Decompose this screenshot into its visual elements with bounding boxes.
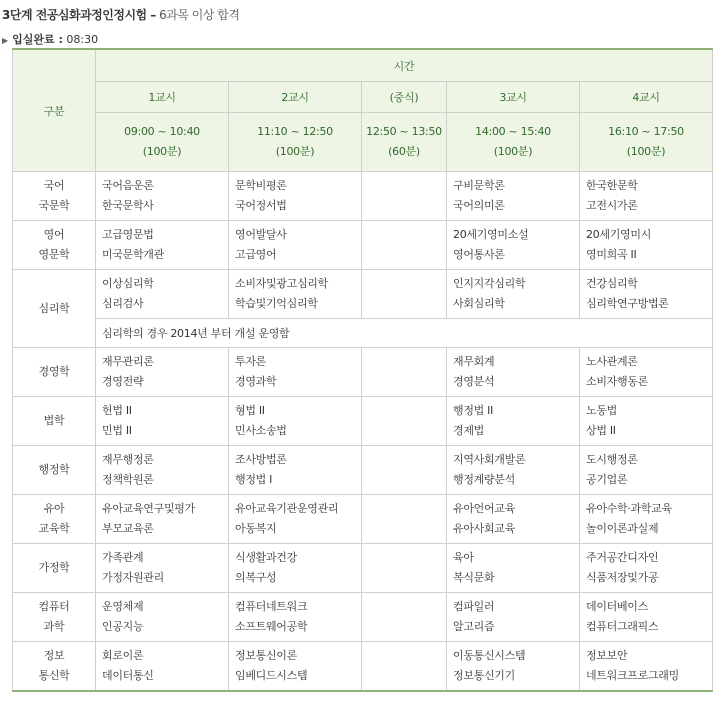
course-name: 건강심리학 [586, 277, 638, 290]
period-time: 14:00 ~ 15:40 [475, 125, 551, 138]
course-name: 민사소송법 [235, 424, 287, 437]
lunch-cell [362, 397, 447, 446]
course-name: 유아수학·과학교육 [586, 502, 672, 515]
subject-category [13, 495, 96, 544]
category-line: 유아 [43, 502, 65, 515]
course-name: 행정법 II [453, 404, 494, 417]
period-1-subjects [96, 593, 229, 642]
course-name: 투자론 [235, 355, 266, 368]
subject-category [13, 270, 96, 348]
course-name: 정보통신이론 [235, 648, 297, 662]
period-3-subjects [447, 348, 580, 397]
subject-category [13, 397, 96, 446]
page-title-bold: 3단계 전공심화과정인정시험 – [2, 8, 156, 22]
course-name: 영어통사론 [453, 248, 505, 261]
course-name: 이상심리학 [102, 277, 154, 290]
category-line: 영문학 [38, 248, 70, 261]
course-name: 인지지각심리학 [453, 277, 526, 290]
period-3-subjects [447, 270, 580, 319]
course-name: 식품저장및가공 [586, 571, 659, 584]
period-3-subjects [447, 642, 580, 691]
course-name: 임베디드시스템 [235, 668, 308, 682]
entry-time-line [2, 31, 98, 47]
period-1-subjects [96, 495, 229, 544]
course-name: 미국문학개관 [102, 248, 164, 261]
course-name: 인공지능 [102, 620, 144, 633]
period-time: 12:50 ~ 13:50 [366, 125, 442, 138]
category-line: 국문학 [38, 199, 70, 212]
course-name: 아동복지 [235, 522, 277, 535]
period-duration: (100분) [142, 145, 182, 158]
period-2-subjects [229, 172, 362, 221]
course-name: 학습및기억심리학 [235, 297, 318, 310]
course-name: 재무행정론 [102, 453, 154, 466]
period-1-subjects [96, 397, 229, 446]
note-row [13, 319, 713, 348]
period-4-subjects [580, 642, 713, 691]
period-time: 11:10 ~ 12:50 [257, 125, 333, 138]
header-row-time [13, 49, 713, 82]
period-label: 1교시 [96, 82, 229, 113]
course-name: 식생활과건강 [235, 551, 297, 564]
period-label: (중식) [362, 82, 447, 113]
period-2-subjects [229, 642, 362, 691]
course-name: 놀이이론과실제 [586, 522, 659, 535]
course-name: 복식문화 [453, 571, 495, 584]
course-name: 회로이론 [102, 648, 144, 662]
period-1-subjects [96, 642, 229, 691]
period-2-subjects [229, 446, 362, 495]
period-label: 2교시 [229, 82, 362, 113]
subject-category [13, 348, 96, 397]
period-4-subjects [580, 446, 713, 495]
period-1-subjects [96, 270, 229, 319]
period-4-subjects [580, 397, 713, 446]
course-name: 가정자원관리 [102, 571, 164, 584]
period-time-cell [362, 113, 447, 172]
subject-category [13, 221, 96, 270]
course-name: 알고리즘 [453, 620, 495, 633]
course-name: 도시행정론 [586, 453, 638, 466]
period-3-subjects [447, 397, 580, 446]
course-name: 유아언어교육 [453, 502, 515, 515]
period-1-subjects [96, 348, 229, 397]
course-name: 운영체제 [102, 600, 144, 613]
period-3-subjects [447, 446, 580, 495]
period-4-subjects [580, 544, 713, 593]
course-name: 행정계량분석 [453, 473, 515, 486]
entry-label: 입실완료 : [12, 33, 63, 46]
period-3-subjects [447, 221, 580, 270]
entry-time: 08:30 [62, 33, 99, 46]
category-line: 경영학 [38, 365, 70, 378]
subject-category [13, 172, 96, 221]
exam-schedule-table [12, 48, 713, 692]
course-name: 이동통신시스템 [453, 648, 526, 662]
period-time-cell [229, 113, 362, 172]
subject-category [13, 642, 96, 691]
course-name: 재무관리론 [102, 355, 154, 368]
course-name: 심리검사 [102, 297, 144, 310]
course-name: 20세기영미시 [586, 228, 652, 241]
course-name: 소비자및광고심리학 [235, 277, 328, 290]
course-name: 경영분석 [453, 375, 495, 388]
period-4-subjects [580, 348, 713, 397]
course-name: 조사방법론 [235, 453, 287, 466]
period-label: 3교시 [447, 82, 580, 113]
course-name: 경영과학 [235, 375, 277, 388]
period-3-subjects [447, 544, 580, 593]
subject-category [13, 544, 96, 593]
course-name: 헌법 II [102, 404, 132, 417]
course-name: 컴퓨터그래픽스 [586, 620, 659, 633]
course-name: 정보통신기기 [453, 668, 515, 682]
lunch-cell [362, 172, 447, 221]
course-name: 유아사회교육 [453, 522, 515, 535]
header-row-clock [13, 113, 713, 172]
table-row [13, 544, 713, 593]
period-2-subjects [229, 348, 362, 397]
period-duration: (100분) [493, 145, 533, 158]
table-row [13, 642, 713, 691]
course-name: 영미희곡 II [586, 248, 637, 261]
period-3-subjects [447, 495, 580, 544]
period-duration: (60분) [388, 145, 420, 158]
subject-category [13, 446, 96, 495]
lunch-cell [362, 495, 447, 544]
course-name: 소비자행동론 [586, 375, 648, 388]
period-time: 16:10 ~ 17:50 [608, 125, 684, 138]
period-2-subjects [229, 397, 362, 446]
course-name: 네트워크프로그래밍 [586, 668, 679, 682]
course-name: 영어발달사 [235, 228, 287, 241]
period-time-cell [96, 113, 229, 172]
period-label: 4교시 [580, 82, 713, 113]
course-name: 문학비평론 [235, 179, 287, 192]
course-name: 육아 [453, 551, 474, 564]
course-name: 정책학원론 [102, 473, 154, 486]
course-name: 경제법 [453, 424, 484, 437]
table-row [13, 221, 713, 270]
category-line: 법학 [43, 414, 65, 427]
category-line: 심리학 [38, 301, 70, 315]
header-category: 구분 [13, 49, 96, 172]
course-name: 가족관계 [102, 551, 144, 564]
course-name: 국어의미론 [453, 199, 505, 212]
period-3-subjects [447, 593, 580, 642]
course-name: 공기업론 [586, 473, 628, 486]
course-name: 정보보안 [586, 648, 628, 662]
page-title [2, 6, 239, 23]
course-name: 소프트웨어공학 [235, 620, 308, 633]
bullet-arrow-icon: ▶ [2, 36, 9, 45]
period-2-subjects [229, 593, 362, 642]
category-line: 과학 [43, 620, 65, 633]
period-1-subjects [96, 544, 229, 593]
course-name: 고급영문법 [102, 228, 154, 241]
course-name: 심리학연구방법론 [586, 297, 669, 310]
course-name: 형법 II [235, 404, 265, 417]
table-row [13, 446, 713, 495]
header-time: 시간 [96, 49, 713, 82]
period-2-subjects [229, 544, 362, 593]
period-4-subjects [580, 221, 713, 270]
category-line: 컴퓨터 [38, 600, 70, 613]
category-line: 정보 [43, 648, 65, 662]
period-4-subjects [580, 593, 713, 642]
table-row [13, 593, 713, 642]
course-name: 의복구성 [235, 571, 277, 584]
lunch-cell [362, 642, 447, 691]
course-name: 사회심리학 [453, 297, 505, 310]
period-time-cell [447, 113, 580, 172]
lunch-cell [362, 593, 447, 642]
table-row [13, 172, 713, 221]
table-row [13, 270, 713, 319]
course-name: 경영전략 [102, 375, 144, 388]
table-row [13, 397, 713, 446]
course-name: 컴파일러 [453, 600, 495, 613]
course-name: 국어정서법 [235, 199, 287, 212]
psychology-note: 심리학의 경우 2014년 부터 개설 운영함 [96, 319, 713, 348]
course-name: 재무회계 [453, 355, 495, 368]
category-line: 통신학 [38, 668, 70, 682]
period-duration: (100분) [275, 145, 315, 158]
period-4-subjects [580, 172, 713, 221]
category-line: 가정학 [38, 561, 70, 574]
header-row-periods [13, 82, 713, 113]
period-2-subjects [229, 495, 362, 544]
period-time-cell [580, 113, 713, 172]
course-name: 한국문학사 [102, 199, 154, 212]
course-name: 20세기영미소설 [453, 228, 529, 241]
subject-category [13, 593, 96, 642]
course-name: 지역사회개발론 [453, 453, 526, 466]
period-1-subjects [96, 172, 229, 221]
course-name: 부모교육론 [102, 522, 154, 535]
course-name: 행정법 I [235, 473, 273, 486]
category-line: 행정학 [38, 463, 70, 476]
course-name: 민법 II [102, 424, 132, 437]
course-name: 주거공간디자인 [586, 551, 659, 564]
period-1-subjects [96, 446, 229, 495]
period-1-subjects [96, 221, 229, 270]
course-name: 노사관계론 [586, 355, 638, 368]
period-time: 09:00 ~ 10:40 [124, 125, 200, 138]
course-name: 고전시가론 [586, 199, 638, 212]
course-name: 데이터통신 [102, 668, 154, 682]
period-2-subjects [229, 221, 362, 270]
course-name: 데이터베이스 [586, 600, 648, 613]
period-4-subjects [580, 270, 713, 319]
table-row [13, 348, 713, 397]
course-name: 고급영어 [235, 248, 277, 261]
course-name: 국어음운론 [102, 179, 154, 192]
course-name: 노동법 [586, 404, 617, 417]
lunch-cell [362, 544, 447, 593]
table-row [13, 495, 713, 544]
course-name: 유아교육기관운영관리 [235, 502, 339, 515]
period-duration: (100분) [626, 145, 666, 158]
course-name: 상법 II [586, 424, 616, 437]
course-name: 구비문학론 [453, 179, 505, 192]
course-name: 컴퓨터네트워크 [235, 600, 308, 613]
lunch-cell [362, 270, 447, 319]
lunch-cell [362, 446, 447, 495]
lunch-cell [362, 348, 447, 397]
period-4-subjects [580, 495, 713, 544]
period-3-subjects [447, 172, 580, 221]
period-2-subjects [229, 270, 362, 319]
lunch-cell [362, 221, 447, 270]
category-line: 교육학 [38, 522, 70, 535]
category-line: 영어 [43, 228, 65, 241]
course-name: 한국한문학 [586, 179, 638, 192]
category-line: 국어 [43, 179, 65, 192]
page-title-rest: 6과목 이상 합격 [155, 8, 240, 22]
course-name: 유아교육연구및평가 [102, 502, 195, 515]
